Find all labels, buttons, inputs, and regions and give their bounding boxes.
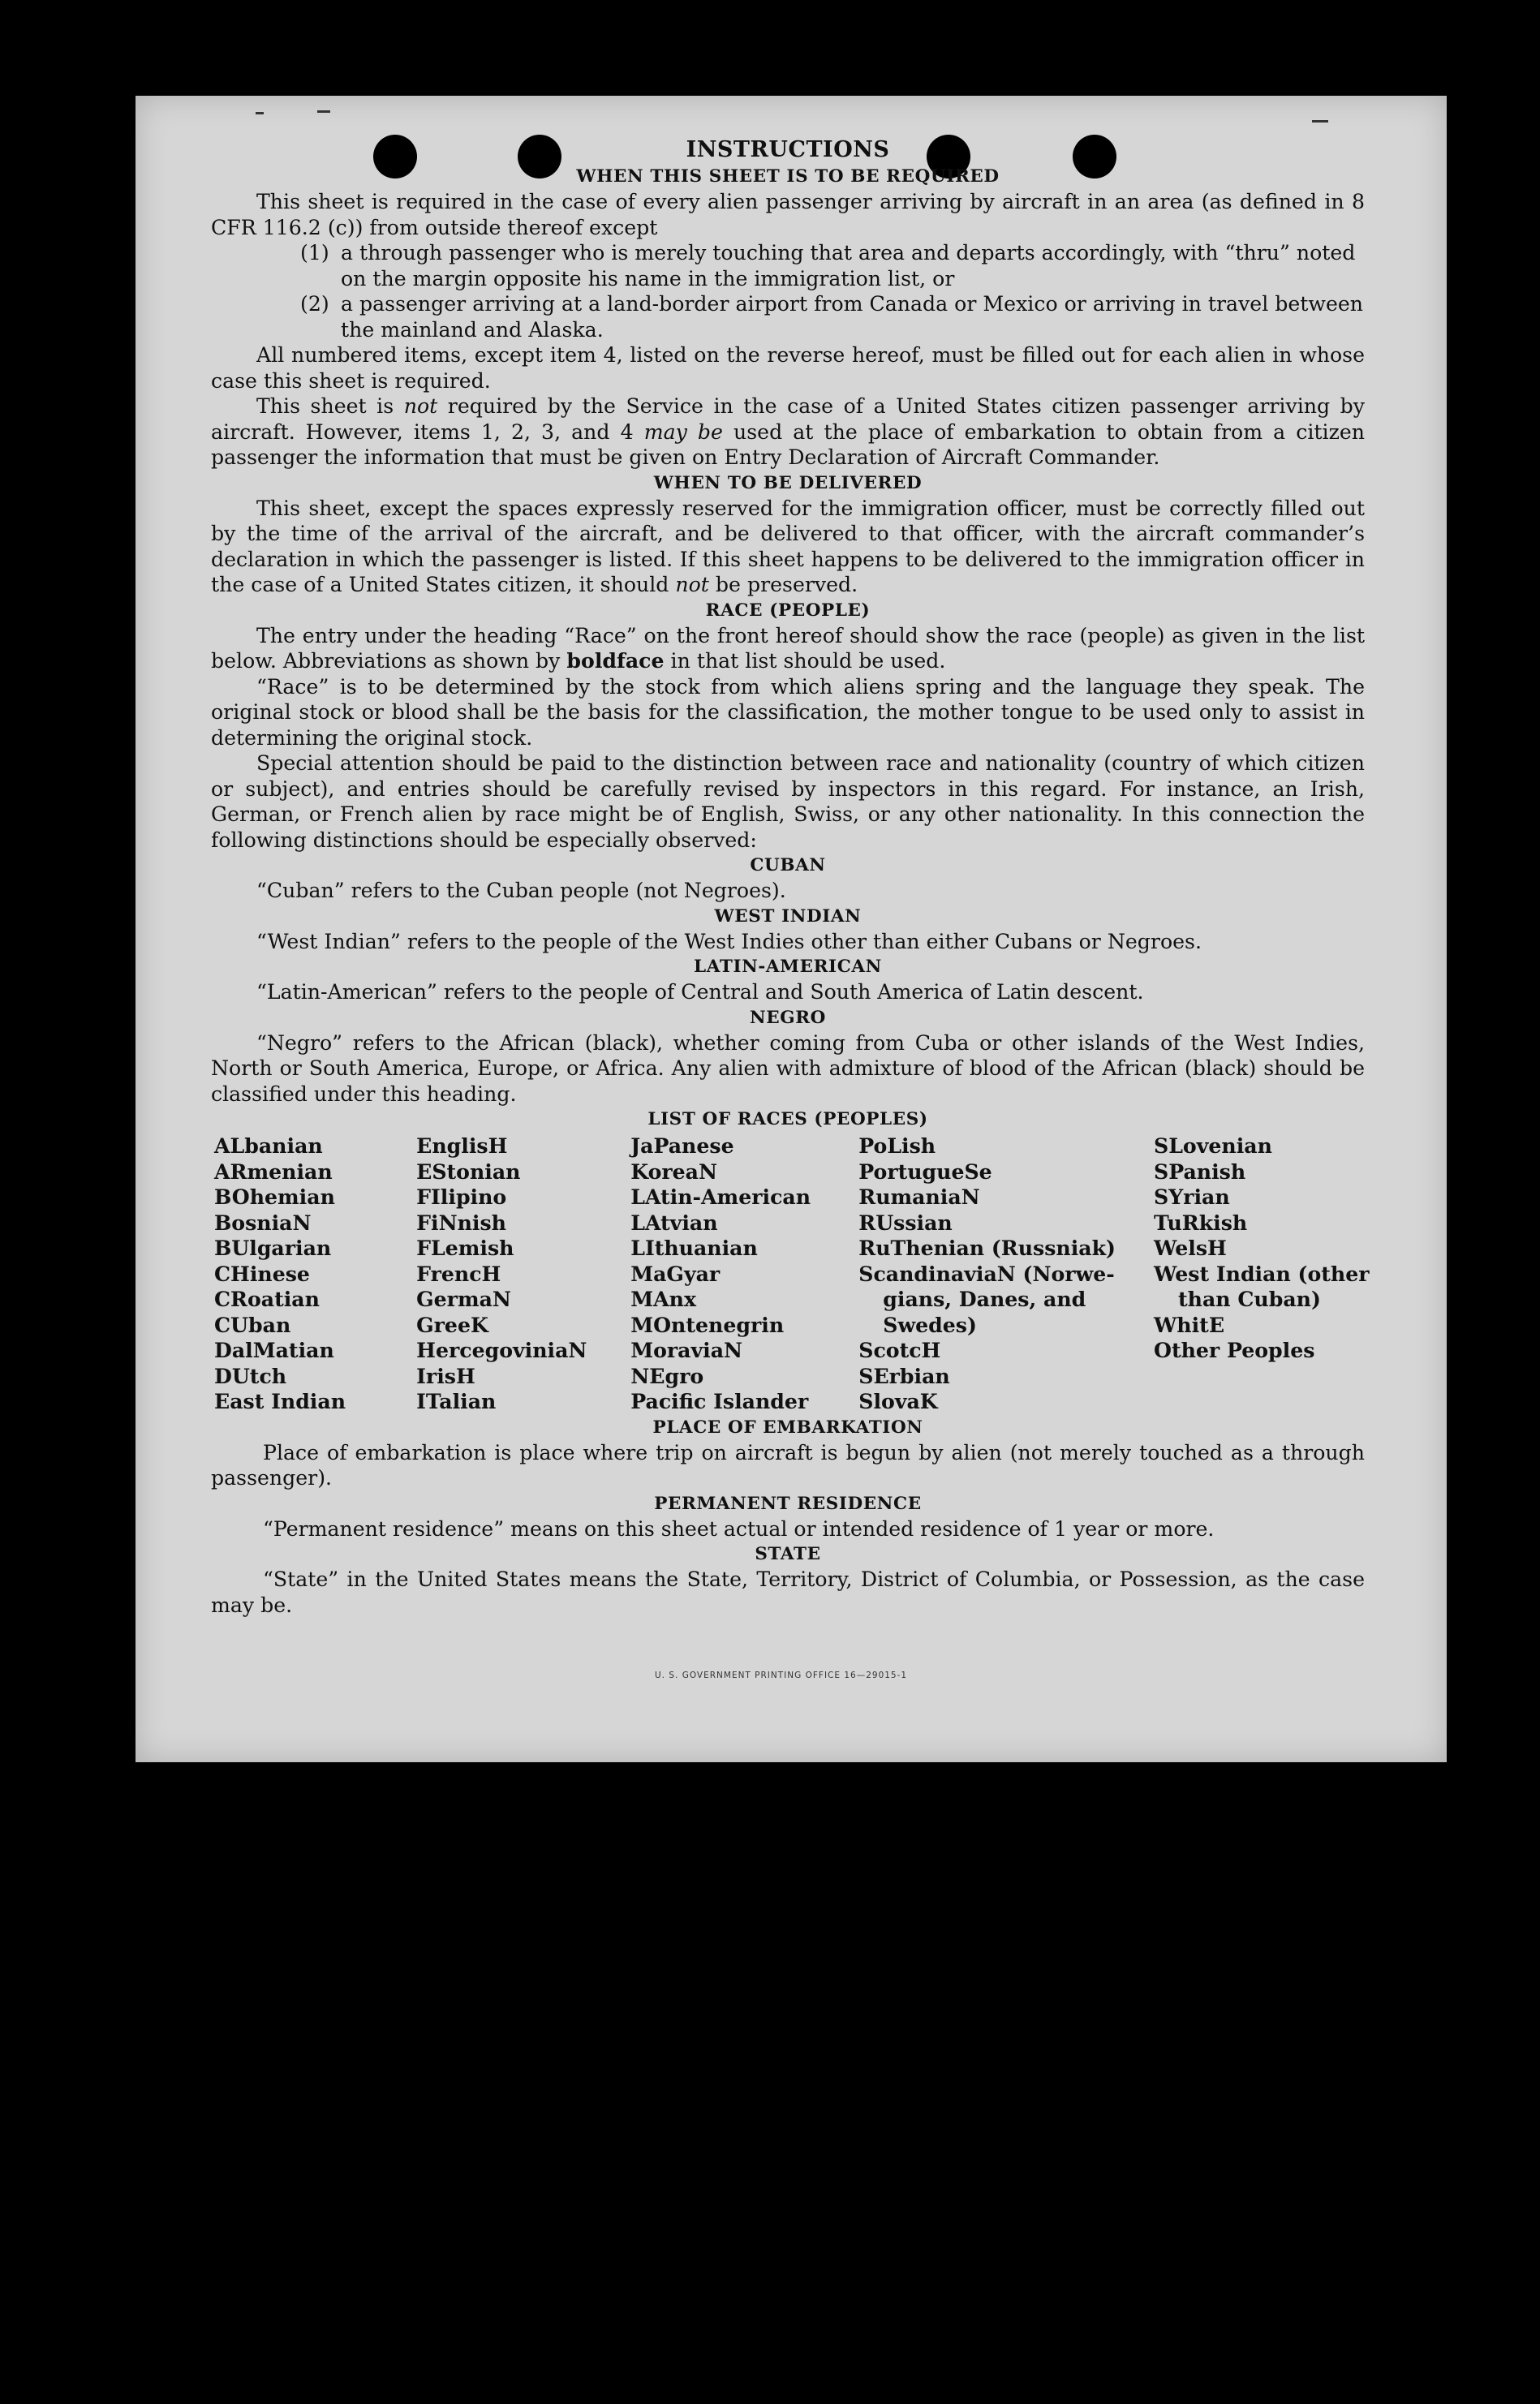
race-entry: than Cuban) <box>1178 1287 1321 1311</box>
races-column-1 <box>214 1133 416 1415</box>
speck <box>317 110 330 113</box>
section-heading-cuban: CUBAN <box>750 855 826 875</box>
cuban-text: “Cuban” refers to the Cuban people (not Negroes). <box>256 879 786 902</box>
race-entry: WhitE <box>1154 1312 1225 1337</box>
race-para-3: Special attention should be paid to the distinction between race and nationality (country of which citizen or subject), and entries should be carefully revised by inspectors in this regard. For instance, an Irish, German, or French alien by race might be of English, Swiss, or any other nationality. In this connection the following distinctions should be especially observed: <box>211 751 1365 852</box>
instructions-text <box>211 136 1370 1618</box>
section-heading-west-indian: WEST INDIAN <box>714 905 862 927</box>
race-entry: CRoatian <box>214 1287 320 1311</box>
race-para-1: The entry under the heading “Race” on the front hereof should show the race (people) as given in the list below. Abbreviations as shown by boldface in that list should be used. <box>211 623 1365 673</box>
race-entry: ScotcH <box>858 1338 941 1362</box>
race-entry: BosniaN <box>214 1210 312 1235</box>
section-heading-embarkation: PLACE OF EMBARKATION <box>652 1417 923 1438</box>
race-entry: HercegoviniaN <box>416 1338 587 1362</box>
race-entry: EStonian <box>416 1159 521 1184</box>
item-number: (2) <box>300 292 329 316</box>
race-entry: SPanish <box>1154 1159 1246 1184</box>
delivered-text: This sheet, except the spaces expressly reserved for the immigration officer, must be correctly filled out by the time of the arrival of the aircraft, and be delivered to that officer, with the aircraft commander’s declaration in which the passenger is listed. If this sheet happens to be delivered to the immigration officer in the case of a United States citizen, it should not be preserved. <box>211 496 1365 596</box>
race-entry: GermaN <box>416 1287 511 1311</box>
item-number: (1) <box>300 241 329 264</box>
race-entry: DalMatian <box>214 1338 334 1362</box>
race-entry: MaGyar <box>630 1261 721 1286</box>
exception-item-1 <box>300 240 1365 291</box>
required-intro: This sheet is required in the case of every alien passenger arriving by aircraft in an area (as defined in 8 CFR 116.2 (c)) from outside thereof except <box>211 190 1365 239</box>
race-entry: SYrian <box>1154 1185 1230 1209</box>
required-para-2: All numbered items, except item 4, listed on the reverse hereof, must be filled out for each alien in whose case this sheet is required. <box>211 343 1365 393</box>
section-heading-required: WHEN THIS SHEET IS TO BE REQUIRED <box>576 166 1000 187</box>
printing-office-footer: U. S. GOVERNMENT PRINTING OFFICE 16—29015-1 <box>655 1671 908 1680</box>
race-entry: West Indian (other <box>1154 1261 1370 1286</box>
race-entry: RUssian <box>858 1210 953 1235</box>
race-entry: CHinese <box>214 1261 310 1286</box>
race-entry: MOntenegrin <box>630 1312 785 1337</box>
race-entry: WelsH <box>1154 1236 1227 1260</box>
race-entry: JaPanese <box>630 1133 734 1158</box>
section-heading-race: RACE (PEOPLE) <box>705 600 871 621</box>
race-entry: LAtvian <box>630 1210 718 1235</box>
race-entry: CUban <box>214 1312 291 1337</box>
race-entry: KoreaN <box>630 1159 718 1184</box>
race-entry: ITalian <box>416 1389 497 1413</box>
race-entry: RumaniaN <box>858 1185 980 1209</box>
race-entry: FrencH <box>416 1261 501 1286</box>
section-heading-races-list: LIST OF RACES (PEOPLES) <box>647 1109 928 1129</box>
residence-text: “Permanent residence” means on this sheet actual or intended residence of 1 year or more. <box>263 1516 1215 1541</box>
race-entry: ScandinaviaN (Norwe- <box>858 1261 1115 1286</box>
negro-text: “Negro” refers to the African (black), whether coming from Cuba or other islands of the West Indies, North or South America, Europe, or Africa. Any alien with admixture of blood of the African (black) should be classified under this heading. <box>211 1030 1365 1106</box>
race-entry: ARmenian <box>214 1159 333 1184</box>
race-entry: LAtin-American <box>630 1185 811 1209</box>
race-entry: Other Peoples <box>1154 1338 1315 1362</box>
item-text: a through passenger who is merely touching that area and departs accordingly, with “thru” noted on the margin opposite his name in the immigration list, or <box>341 241 1356 290</box>
race-entry: BOhemian <box>214 1185 335 1209</box>
section-heading-residence: PERMANENT RESIDENCE <box>654 1493 922 1514</box>
race-entry: MoraviaN <box>630 1338 743 1362</box>
race-entry: SErbian <box>858 1363 950 1388</box>
races-column-2 <box>416 1133 630 1415</box>
item-text: a passenger arriving at a land-border airport from Canada or Mexico or arriving in travel between the mainland and Alaska. <box>341 292 1364 342</box>
race-entry: PortugueSe <box>858 1159 992 1184</box>
race-entry: IrisH <box>416 1363 475 1388</box>
section-heading-delivered: WHEN TO BE DELIVERED <box>653 472 923 493</box>
required-para-3: This sheet is not required by the Service in the case of a United States citizen passenger arriving by aircraft. However, items 1, 2, 3, and 4 may be used at the place of embarkation to obtain from a citizen passenger the information that must be given on Entry Declaration of Aircraft Commander. <box>211 394 1365 469</box>
speck <box>256 112 264 114</box>
exception-item-2 <box>300 291 1365 342</box>
embarkation-text: Place of embarkation is place where trip on aircraft is begun by alien (not merely touched as a through passenger). <box>211 1440 1365 1490</box>
races-column-3 <box>630 1133 858 1415</box>
race-entry: FiNnish <box>416 1210 506 1235</box>
section-heading-latin-american: LATIN-AMERICAN <box>694 957 882 977</box>
race-entry: RuThenian (Russniak) <box>858 1236 1116 1260</box>
race-entry: DUtch <box>214 1363 287 1388</box>
races-column-4 <box>858 1133 1154 1415</box>
document-sheet <box>136 96 1447 1762</box>
west-indian-text: “West Indian” refers to the people of the West Indies other than either Cubans or Negroes. <box>256 929 1202 953</box>
race-entry: ALbanian <box>214 1133 323 1158</box>
race-para-2: “Race” is to be determined by the stock from which aliens spring and the language they speak. The original stock or blood shall be the basis for the classification, the mother tongue to be used only to assist in determining the original stock. <box>211 674 1365 750</box>
race-entry: EnglisH <box>416 1133 508 1158</box>
race-entry: gians, Danes, and <box>883 1287 1086 1311</box>
race-entry: PoLish <box>858 1133 936 1158</box>
race-entry: NEgro <box>630 1363 704 1388</box>
section-heading-state: STATE <box>755 1544 821 1564</box>
race-entry: SlovaK <box>858 1389 938 1413</box>
race-entry: FLemish <box>416 1236 514 1260</box>
race-entry: MAnx <box>630 1287 696 1311</box>
race-entry: East Indian <box>214 1389 346 1413</box>
races-column-5 <box>1154 1133 1370 1415</box>
speck <box>1312 120 1328 123</box>
page-title: INSTRUCTIONS <box>686 137 890 162</box>
race-entry: BUlgarian <box>214 1236 332 1260</box>
race-entry: TuRkish <box>1154 1210 1248 1235</box>
race-entry: Swedes) <box>883 1312 977 1337</box>
race-entry: Pacific Islander <box>630 1389 809 1413</box>
races-list <box>211 1133 1370 1415</box>
race-entry: GreeK <box>416 1312 488 1337</box>
race-entry: FIlipino <box>416 1185 507 1209</box>
section-heading-negro: NEGRO <box>750 1007 826 1028</box>
state-text: “State” in the United States means the State, Territory, District of Columbia, or Possession, as the case may be. <box>211 1568 1365 1617</box>
race-entry: LIthuanian <box>630 1236 758 1260</box>
race-entry: SLovenian <box>1154 1133 1272 1158</box>
latin-american-text: “Latin-American” refers to the people of Central and South America of Latin descent. <box>256 980 1144 1004</box>
